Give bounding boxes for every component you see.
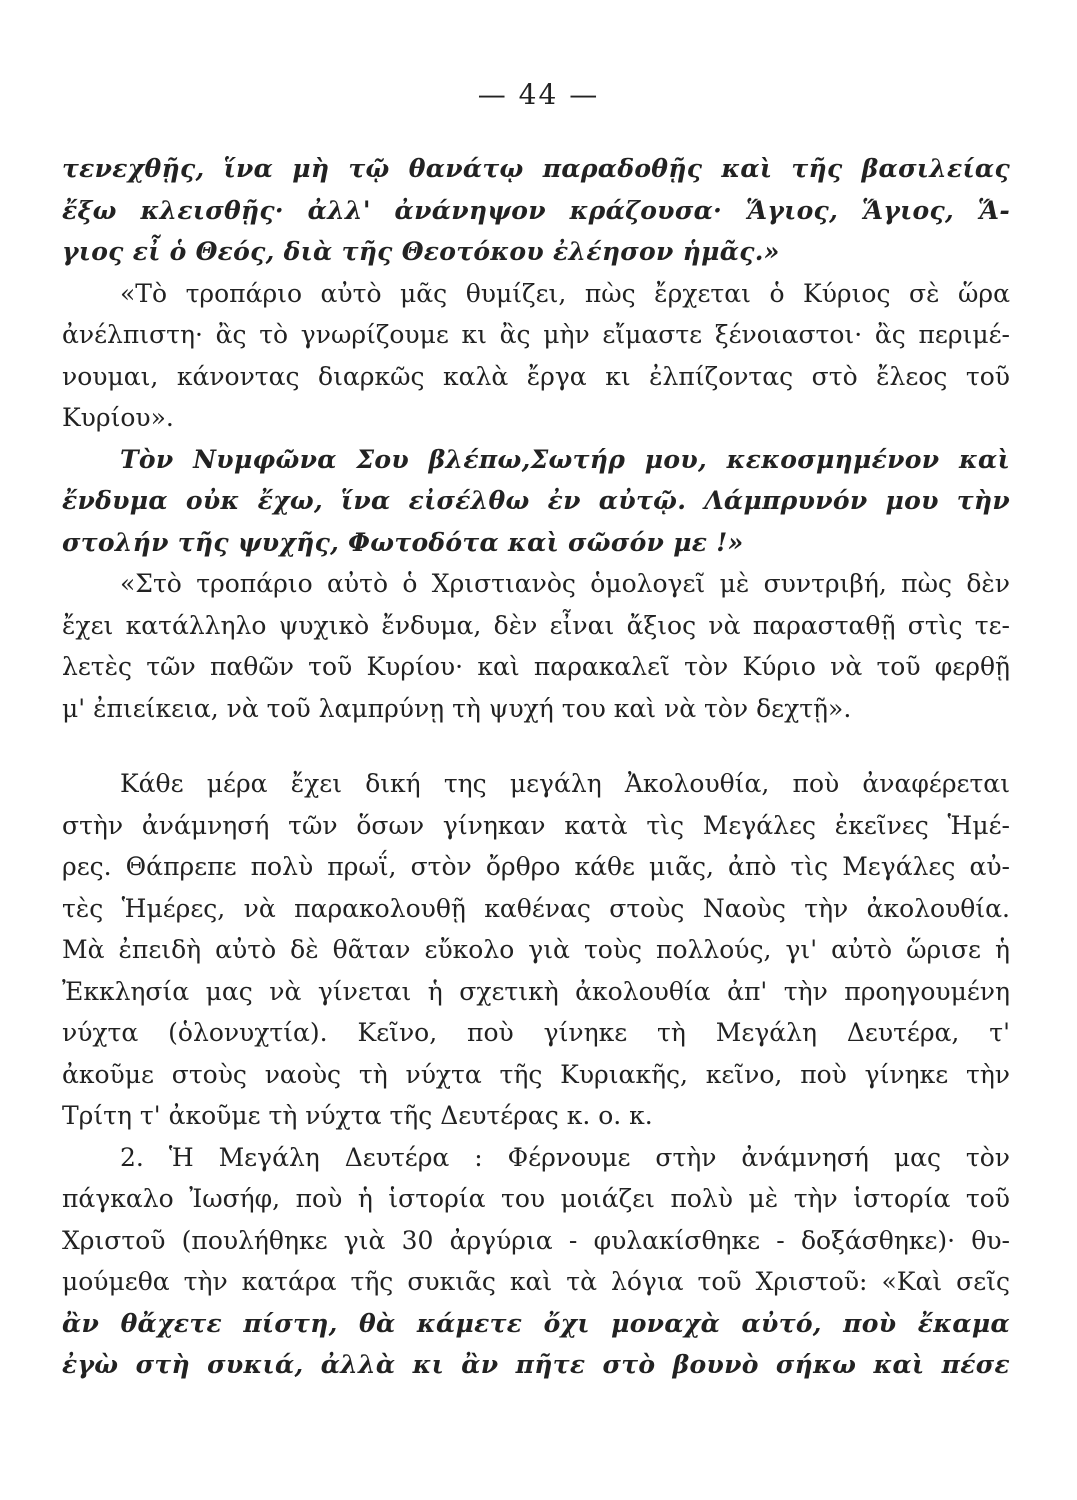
text-line: ἐγὼ στὴ συκιά, ἀλλὰ κι ἂν πῆτε στὸ βουνὸ σήκω καὶ πέσε [62,1350,1010,1379]
text-line: ἔχει κατάλληλο ψυχικὸ ἔνδυμα, δὲν εἶναι ἄξιος νὰ παρασταθῇ στὶς τε- [62,610,1010,640]
text-line: μ' ἐπιείκεια, νὰ τοῦ λαμπρύνῃ τὴ ψυχή του καὶ νὰ τὸν δεχτῇ». [62,693,852,723]
text-line: «Στὸ τροπάριο αὐτὸ ὁ Χριστιανὸς ὁμολογεῖ μὲ συντριβή, πὼς δὲν [120,569,1010,598]
text-line: ἀνέλπιστη· ἂς τὸ γνωρίζουμε κι ἂς μὴν εἴμαστε ξένοιαστοι· ἂς περιμέ- [62,320,1010,349]
text-line: Χριστοῦ (πουλήθηκε γιὰ 30 ἀργύρια - φυλακίσθηκε - δοξάσθηκε)· θυ- [62,1225,1010,1255]
text-line: Τὸν Νυμφῶνα Σου βλέπω,Σωτήρ μου, κεκοσμημένον καὶ [120,444,1010,474]
text-line: λετὲς τῶν παθῶν τοῦ Κυρίου· καὶ παρακαλεῖ τὸν Κύριο νὰ τοῦ φερθῇ [62,652,1010,681]
text-line: τενεχθῇς, ἵνα μὴ τῷ θανάτῳ παραδοθῇς καὶ τῆς βασιλείας [62,154,1010,183]
text-line: νύχτα (ὁλονυχτία). Κεῖνο, ποὺ γίνηκε τὴ Μεγάλη Δευτέρα, τ' [62,1018,1010,1047]
text-line: ἔξω κλεισθῇς· ἀλλ' ἀνάνηψον κράζουσα· Ἅγιος, Ἅγιος, Ἅ- [62,195,1010,225]
text-line: ρες. Θάπρεπε πολὺ πρωΐ, στὸν ὄρθρο κάθε μιᾶς, ἀπὸ τὶς Μεγάλες αὐ- [62,852,1010,881]
text-line: Μὰ ἐπειδὴ αὐτὸ δὲ θᾶταν εὔκολο γιὰ τοὺς πολλούς, γι' αὐτὸ ὥρισε ἡ [62,935,1010,964]
text-line: γιος εἶ ὁ Θεός, διὰ τῆς Θεοτόκου ἐλέησον ἡμᾶς.» [62,237,780,266]
text-line: Ἐκκλησία μας νὰ γίνεται ἡ σχετικὴ ἀκολουθία ἀπ' τὴν προηγουμένη [62,976,1010,1006]
text-line: στὴν ἀνάμνησή τῶν ὅσων γίνηκαν κατὰ τὶς Μεγάλες ἐκεῖνες Ἡμέ- [62,810,1010,840]
paragraph-gap [62,729,1010,763]
text-line: νουμαι, κάνοντας διαρκῶς καλὰ ἔργα κι ἐλπίζοντας στὸ ἔλεος τοῦ [62,361,1010,391]
text-line: στολήν τῆς ψυχῆς, Φωτοδότα καὶ σῶσόν με !» [62,527,744,557]
page-number: — 44 — [477,78,600,111]
text-line: ἀκοῦμε στοὺς ναοὺς τὴ νύχτα τῆς Κυριακῆς, κεῖνο, ποὺ γίνηκε τὴν [62,1059,1010,1089]
text-line: 2. Ἡ Μεγάλη Δευτέρα : Φέρνουμε στὴν ἀνάμνησή μας τὸν [120,1142,1010,1172]
text-line: πάγκαλο Ἰωσήφ, ποὺ ἡ ἱστορία του μοιάζει πολὺ μὲ τὴν ἱστορία τοῦ [62,1184,1010,1213]
text-line: Κυρίου». [62,403,174,432]
text-line: «Τὸ τροπάριο αὐτὸ μᾶς θυμίζει, πὼς ἔρχεται ὁ Κύριος σὲ ὥρα [120,278,1010,308]
text-line: ἔνδυμα οὐκ ἔχω, ἵνα εἰσέλθω ἐν αὐτῷ. Λάμπρυνόν μου τὴν [62,486,1010,515]
text-line: Κάθε μέρα ἔχει δική της μεγάλη Ἀκολουθία, ποὺ ἀναφέρεται [120,769,1010,798]
text-line: τὲς Ἡμέρες, νὰ παρακολουθῇ καθένας στοὺς Ναοὺς τὴν ἀκολουθία. [62,893,1010,923]
text-line: ἂν θἄχετε πίστη, θὰ κάμετε ὄχι μοναχὰ αὐτό, ποὺ ἔκαμα [62,1308,1010,1338]
body-text [62,148,1010,1386]
text-line: Τρίτη τ' ἀκοῦμε τὴ νύχτα τῆς Δευτέρας κ. ο. κ. [62,1101,653,1130]
text-line: μούμεθα τὴν κατάρα τῆς συκιᾶς καὶ τὰ λόγια τοῦ Χριστοῦ: «Καὶ σεῖς [62,1267,1010,1296]
